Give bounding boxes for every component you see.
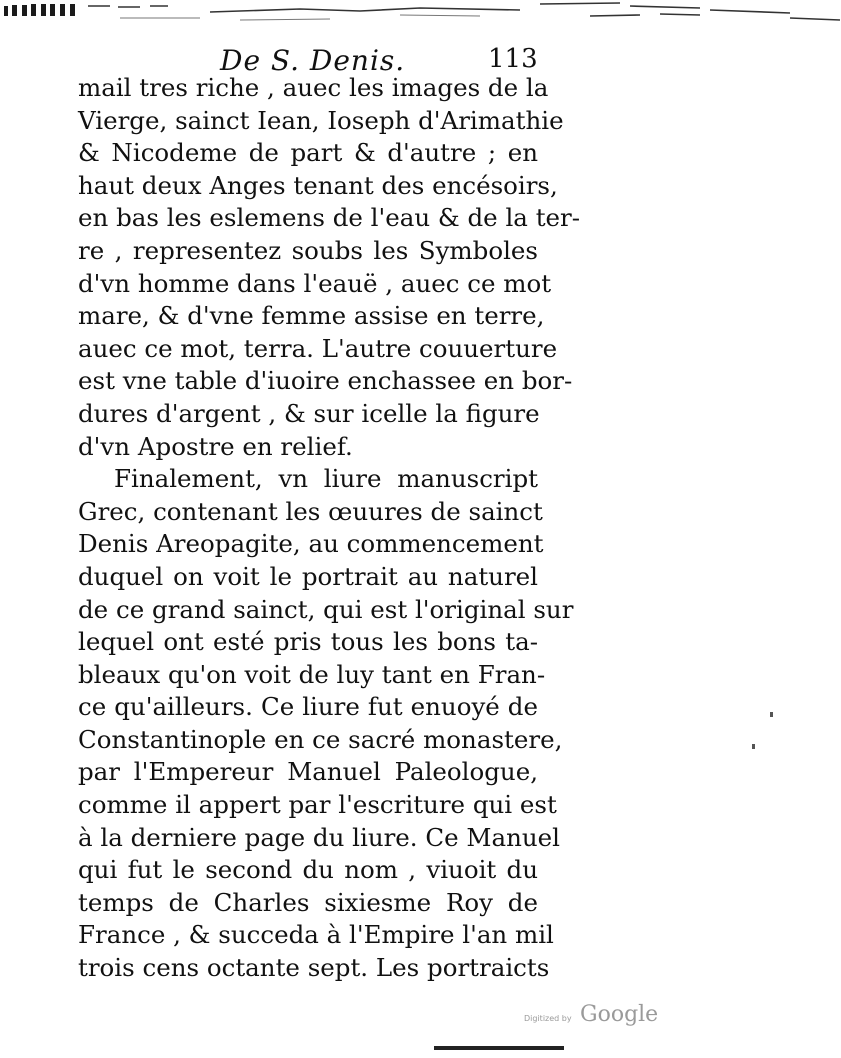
text-line: haut deux Anges tenant des encésoirs,	[78, 170, 558, 200]
text-line: à la derniere page du liure. Ce Manuel	[78, 822, 560, 852]
text-line: ce qu'ailleurs. Ce liure fut enuoyé de	[78, 692, 538, 722]
text-line: de ce grand sainct, qui est l'original sur	[78, 594, 574, 624]
digitized-by-google-watermark	[524, 1002, 684, 1030]
text-line: dures d'argent , & sur icelle la figure	[78, 398, 540, 428]
text-line: bleaux qu'on voit de luy tant en Fran-	[78, 659, 546, 689]
text-line: par l'Empereur Manuel Paleologue,	[78, 757, 538, 787]
text-line: comme il appert par l'escriture qui est	[78, 790, 557, 820]
text-line: en bas les eslemens de l'eau & de la ter-	[78, 203, 581, 233]
text-line: d'vn homme dans l'eauë , auec ce mot	[78, 268, 552, 298]
running-head: De S. Denis.	[220, 44, 406, 77]
text-line: mare, & d'vne femme assise en terre,	[78, 301, 545, 331]
text-line: re , representez soubs les Symboles	[78, 235, 538, 265]
text-line: France , & succeda à l'Empire l'an mil	[78, 920, 554, 950]
page-number: 113	[488, 44, 538, 74]
google-logo-text: Google	[580, 1002, 659, 1027]
stray-ink-mark	[752, 744, 755, 749]
text-line: lequel ont esté pris tous les bons ta-	[78, 627, 538, 657]
watermark-prefix: Digitized by	[524, 1014, 572, 1023]
text-line: duquel on voit le portrait au naturel	[78, 561, 538, 591]
text-line: & Nicodeme de part & d'autre ; en	[78, 138, 538, 168]
footer-rule	[434, 1046, 564, 1050]
body-text	[78, 72, 581, 985]
paragraph-start-line: Finalement, vn liure manuscript	[114, 464, 538, 494]
text-line: Constantinople en ce sacré monastere,	[78, 724, 563, 754]
scan-edge-top	[0, 0, 841, 26]
text-line: temps de Charles sixiesme Roy de	[78, 887, 538, 917]
text-line: qui fut le second du nom , viuoit du	[78, 855, 538, 885]
text-line: mail tres riche , auec les images de la	[78, 73, 549, 102]
catchword-line: trois cens octante sept. Les portraicts	[78, 953, 550, 983]
stray-ink-mark	[770, 712, 773, 717]
paragraph-end-line: d'vn Apostre en relief.	[78, 431, 353, 461]
text-line: auec ce mot, terra. L'autre couuerture	[78, 333, 558, 363]
text-line: est vne table d'iuoire enchassee en bor-	[78, 366, 573, 396]
text-line: Vierge, sainct Iean, Ioseph d'Arimathie	[78, 105, 564, 135]
text-line: Grec, contenant les œuures de sainct	[78, 496, 543, 526]
text-line: Denis Areopagite, au commencement	[78, 529, 544, 559]
